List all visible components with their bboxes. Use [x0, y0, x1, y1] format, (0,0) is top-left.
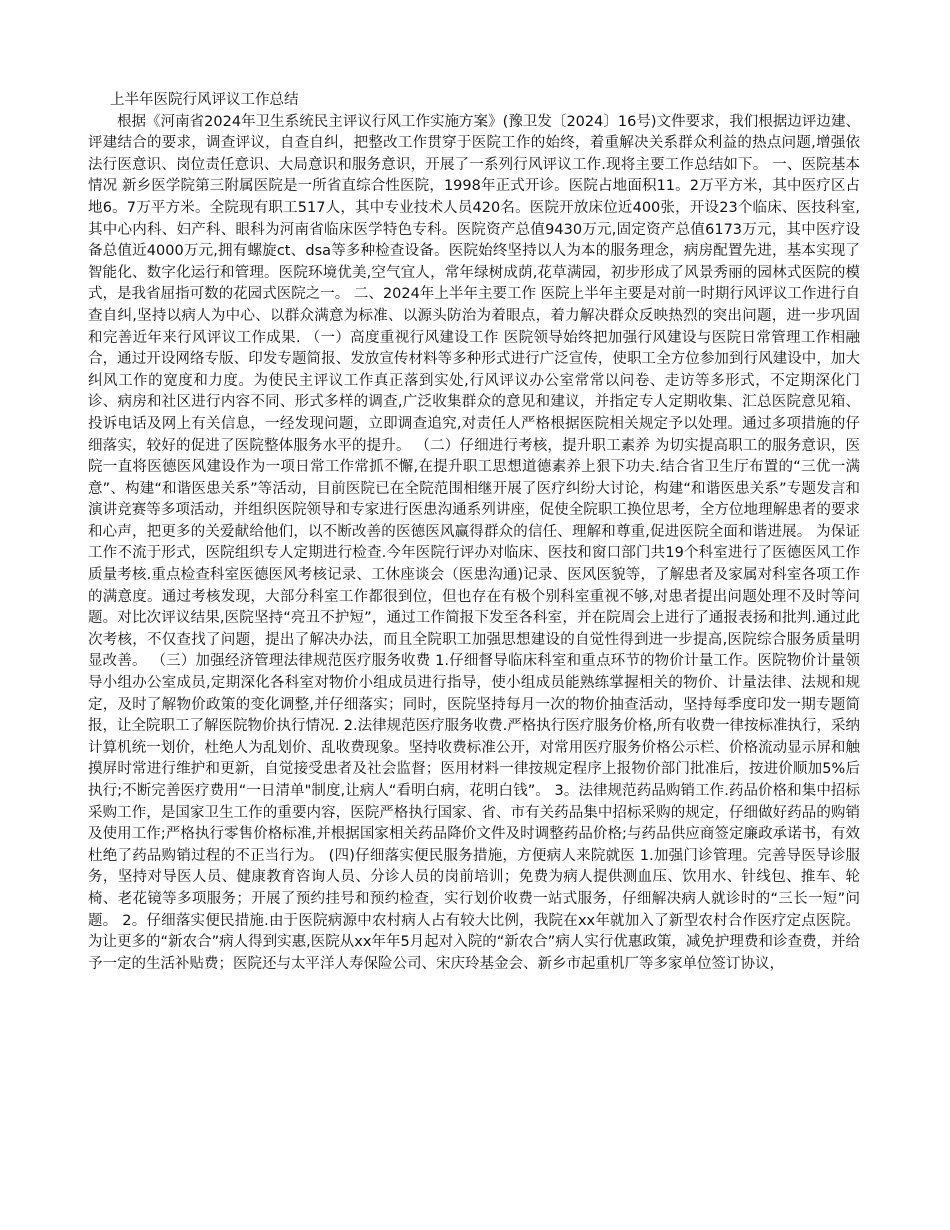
document-page [88, 90, 860, 975]
document-title: 上半年医院行风评议工作总结 [110, 92, 299, 108]
document-body: 根据《河南省2024年卫生系统民主评议行风工作实施方案》(豫卫发〔2024〕16号)文件要求，我们根据边评边建、评建结合的要求，调查评议，自查自纠，把整改工作贯穿于医院工作的始终，着重解决关系群众利益的热点问题,增强依法行医意识、岗位责任意识、大局意识和服务意识，开展了一系列行风评议工作.现将主要工作总结如下。 一、医院基本情况 新乡医学院第三附属医院是一所省直综合性医院，1998年正式开诊。医院占地面积11。2万平方米，其中医疗区占地6。7万平方米。全院现有职工517人，其中专业技术人员420名。医院开放床位近400张，开设23个临床、医技科室,其中心内科、妇产科、眼科为河南省临床医学特色专科。医院资产总值9430万元,固定资产总值6173万元，其中医疗设备总值近4000万元,拥有螺旋ct、dsa等多种检查设备。医院始终坚持以人为本的服务理念，病房配置先进，基本实现了智能化、数字化运行和管理。医院环境优美,空气宜人，常年绿树成荫,花草满园，初步形成了风景秀丽的园林式医院的模式，是我省屈指可数的花园式医院之一。 二、2024年上半年主要工作 医院上半年主要是对前一时期行风评议工作进行自查自纠,坚持以病人为中心、以群众满意为标准、以源头防治为着眼点，着力解决群众反映热烈的突出问题，进一步巩固和完善近年来行风评议工作成果. （一）高度重视行风建设工作 医院领导始终把加强行风建设与医院日常管理工作相融合，通过开设网络专版、印发专题简报、发放宣传材料等多种形式进行广泛宣传，使职工全方位参加到行风建设中，加大纠风工作的宽度和力度。为使民主评议工作真正落到实处,行风评议办公室常常以问卷、走访等多形式，不定期深化门诊、病房和社区进行内容不同、形式多样的调查,广泛收集群众的意见和建议，并指定专人定期收集、汇总医院意见箱、投诉电话及网上有关信息，一经发现问题，立即调查追究,对责任人严格根据医院相关规定予以处理。通过多项措施的仔细落实，较好的促进了医院整体服务水平的提升。 （二）仔细进行考核，提升职工素养 为切实提高职工的服务意识，医院一直将医德医风建设作为一项日常工作常抓不懈,在提升职工思想道德素养上狠下功夫.结合省卫生厅布置的“三优一满意”、构建“和谐医患关系”等活动，目前医院已在全院范围相继开展了医疗纠纷大讨论，构建“和谐医患关系”专题发言和演讲竞赛等多项活动，并组织医院领导和专家进行医患沟通系列讲座，促使全院职工换位思考，全方位地理解患者的要求和心声，把更多的关爱献给他们，以不断改善的医德医风赢得群众的信任、理解和尊重,促进医院全面和谐进展。 为保证工作不流于形式，医院组织专人定期进行检查.今年医院行评办对临床、医技和窗口部门共19个科室进行了医德医风工作质量考核.重点检查科室医德医风考核记录、工休座谈会（医患沟通)记录、医风医貌等，了解患者及家属对科室各项工作的满意度。通过考核发现，大部分科室工作都很到位，但也存在有极个别科室重视不够,对患者提出问题处理不及时等问题。对比次评议结果,医院坚持“亮丑不护短”，通过工作简报下发至各科室，并在院周会上进行了通报表扬和批判.通过此次考核，不仅查找了问题，提出了解决办法，而且全院职工加强思想建设的自觉性得到进一步提高,医院综合服务质量明显改善。 （三）加强经济管理法律规范医疗服务收费 1.仔细督导临床科室和重点环节的物价计量工作。医院物价计量领导小组办公室成员,定期深化各科室对物价小组成员进行指导，使小组成员能熟练掌握相关的物价、计量法律、法规和规定，及时了解物价政策的变化调整,并仔细落实；同时，医院坚持每月一次的物价抽查活动，坚持每季度印发一期专题简报，让全院职工了解医院物价执行情况. 2.法律规范医疗服务收费.严格执行医疗服务价格,所有收费一律按标准执行，采纳计算机统一划价，杜绝人为乱划价、乱收费现象。坚持收费标准公开，对常用医疗服务价格公示栏、价格流动显示屏和触摸屏时常进行维护和更新，自觉接受患者及社会监督；医用材料一律按规定程序上报物价部门批准后，按进价顺加5%后执行;不断完善医疗费用“一日清单"制度,让病人“看明白病，花明白钱”。 3。法律规范药品购销工作.药品价格和集中招标采购工作，是国家卫生工作的重要内容，医院严格执行国家、省、市有关药品集中招标采购的规定，仔细做好药品的购销及使用工作;严格执行零售价格标准,并根据国家相关药品降价文件及时调整药品价格;与药品供应商签定廉政承诺书，有效杜绝了药品购销过程的不正当行为。 (四)仔细落实便民服务措施，方便病人来院就医 1.加强门诊管理。完善导医导诊服务，坚持对导医人员、健康教育咨询人员、分诊人员的岗前培训；免费为病人提供测血压、饮用水、针线包、推车、轮椅、老花镜等多项服务；开展了预约挂号和预约检查，实行划价收费一站式服务，仔细解决病人就诊时的“三长一短”问题。 2。仔细落实便民措施.由于医院病源中农村病人占有较大比例，我院在xx年就加入了新型农村合作医疗定点医院。为让更多的“新农合”病人得到实惠,医院从xx年年5月起对入院的“新农合”病人实行优惠政策，减免护理费和诊查费，并给予一定的生活补贴费；医院还与太平洋人寿保险公司、宋庆玲基金会、新乡市起重机厂等多家单位签订协议， [88, 113, 860, 972]
